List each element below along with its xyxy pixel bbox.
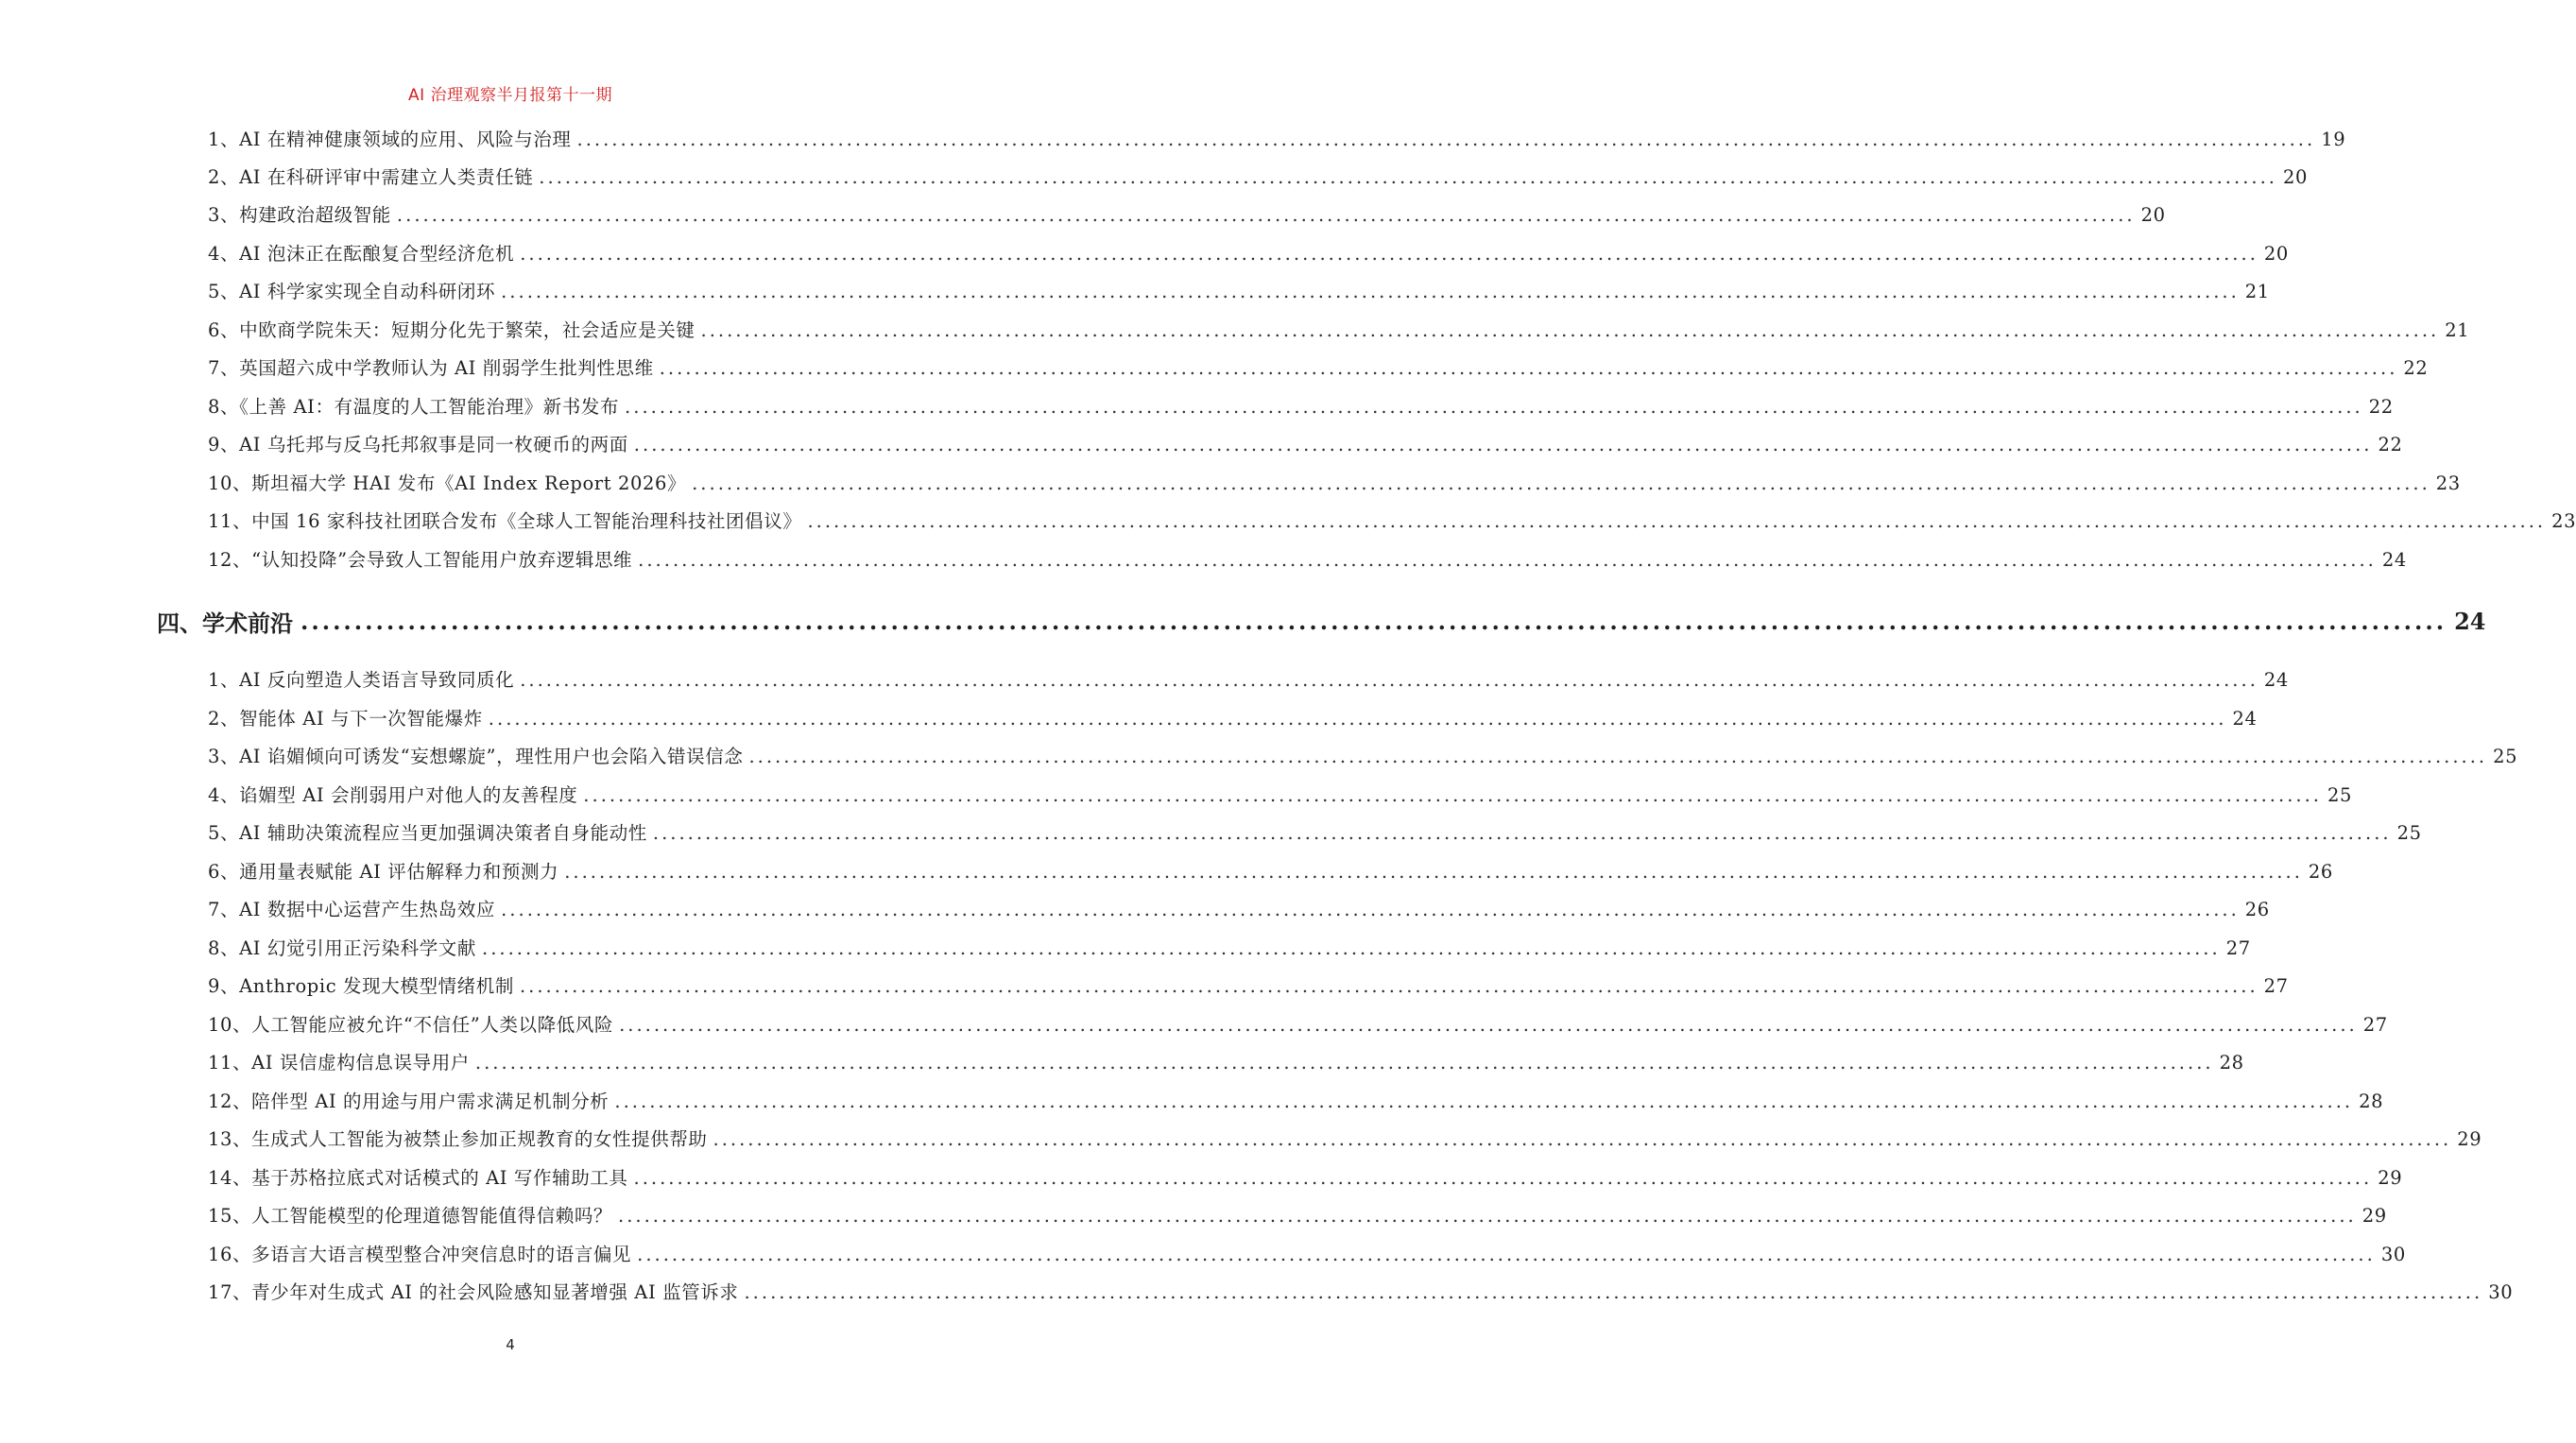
- toc-entry[interactable]: [208, 1006, 2388, 1044]
- toc-leader: ........................................................................................................................................................................................................: [564, 861, 2303, 883]
- toc-entry-title: 8、《上善 AI：有温度的人工智能治理》新书发布: [208, 396, 620, 418]
- toc-entry[interactable]: [208, 1197, 2387, 1235]
- toc-leader: ........................................................................................................................................................................................................: [482, 937, 2221, 959]
- toc-leader: ........................................................................................................................................................................................................: [700, 319, 2440, 341]
- toc-entry-page: 25: [2493, 746, 2518, 767]
- toc-entry[interactable]: [208, 777, 2353, 815]
- toc-leader: ........................................................................................................................................................................................................: [807, 510, 2547, 532]
- toc-entry-title: 1、AI 在精神健康领域的应用、风险与治理: [208, 129, 572, 150]
- toc-entry-title: 4、AI 泡沫正在酝酿复合型经济危机: [208, 243, 515, 265]
- toc-entry-title: 12、陪伴型 AI 的用途与用户需求满足机制分析: [208, 1091, 610, 1112]
- toc-entry-page: 26: [2244, 899, 2270, 920]
- toc-entry-title: 15、人工智能模型的伦理道德智能值得信赖吗？: [208, 1205, 613, 1227]
- page-number: 4: [506, 1336, 515, 1353]
- toc-entry-page: 24: [2232, 708, 2258, 730]
- toc-entry-page: 25: [2327, 784, 2353, 806]
- toc-entry-title: 11、AI 误信虚构信息误导用户: [208, 1052, 470, 1074]
- toc-entry-page: 21: [2244, 281, 2270, 302]
- toc-entry-page: 28: [2219, 1052, 2244, 1074]
- toc-entry[interactable]: [208, 1083, 2384, 1121]
- toc-entry-title: 8、AI 幻觉引用正污染科学文献: [208, 937, 476, 959]
- toc-entry-page: 23: [2435, 472, 2461, 494]
- toc-leader: ........................................................................................................................................................................................................: [583, 784, 2322, 806]
- toc-entry-title: 12、“认知投降”会导致人工智能用户放弃逻辑思维: [208, 549, 633, 571]
- toc-entry-title: 6、中欧商学院朱天：短期分化先于繁荣，社会适应是关键: [208, 319, 696, 341]
- toc-entry-title: 5、AI 辅助决策流程应当更加强调决策者自身能动性: [208, 822, 647, 844]
- toc-leader: ........................................................................................................................................................................................................: [713, 1128, 2452, 1150]
- toc-entry-title: 16、多语言大语言模型整合冲突信息时的语言偏见: [208, 1244, 632, 1265]
- toc-entry[interactable]: [208, 853, 2333, 891]
- toc-entry-page: 20: [2263, 243, 2289, 265]
- toc-entry[interactable]: [208, 426, 2403, 464]
- toc-leader: ........................................................................................................................................................................................................: [520, 669, 2258, 691]
- toc-leader: ........................................................................................................................................................................................................: [748, 746, 2488, 767]
- toc-entry-page: 20: [2140, 204, 2166, 226]
- toc-entry-title: 11、中国 16 家科技社团联合发布《全球人工智能治理科技社团倡议》: [208, 510, 802, 532]
- toc-leader: ........................................................................................................................................................................................................: [519, 975, 2258, 997]
- toc-entry-title: 17、青少年对生成式 AI 的社会风险感知显著增强 AI 监管诉求: [208, 1281, 739, 1303]
- toc-leader: ........................................................................................................................................................................................................: [659, 357, 2398, 379]
- section-title: 四、学术前沿: [157, 609, 293, 637]
- toc-entry-title: 1、AI 反向塑造人类语言导致同质化: [208, 669, 515, 691]
- section-page: 24: [2454, 607, 2486, 635]
- toc-entry[interactable]: [208, 121, 2346, 159]
- toc-entry[interactable]: [208, 388, 2394, 426]
- toc-entry[interactable]: [208, 1121, 2482, 1159]
- toc-entry-title: 10、斯坦福大学 HAI 发布《AI Index Report 2026》: [208, 472, 687, 494]
- toc-entry-title: 7、英国超六成中学教师认为 AI 削弱学生批判性思维: [208, 357, 654, 379]
- toc-entry-title: 6、通用量表赋能 AI 评估解释力和预测力: [208, 861, 559, 883]
- toc-entry-page: 25: [2396, 822, 2422, 844]
- toc-entry-page: 30: [2488, 1281, 2514, 1303]
- toc-entry-page: 29: [2361, 1205, 2387, 1227]
- toc-entry[interactable]: [208, 891, 2270, 929]
- toc-entry-title: 7、AI 数据中心运营产生热岛效应: [208, 899, 496, 920]
- toc-entry-page: 27: [2225, 937, 2251, 959]
- toc-entry-title: 4、谄媚型 AI 会削弱用户对他人的友善程度: [208, 784, 578, 806]
- toc-entry[interactable]: [208, 1160, 2403, 1197]
- toc-entry[interactable]: [208, 197, 2166, 234]
- toc-entry[interactable]: [208, 661, 2289, 699]
- toc-entry[interactable]: [208, 503, 2576, 541]
- toc-entry[interactable]: [208, 700, 2258, 738]
- toc-leader: ........................................................................................................................................................................................................: [501, 281, 2240, 302]
- toc-entry-page: 27: [2362, 1014, 2388, 1036]
- toc-entry-page: 22: [2403, 357, 2429, 379]
- toc-entry[interactable]: [208, 1236, 2406, 1274]
- toc-leader: ........................................................................................................................................................................................................: [539, 166, 2277, 188]
- toc-leader: ........................................................................................................................................................................................................: [474, 1052, 2214, 1074]
- toc-entry-title: 3、AI 谄媚倾向可诱发“妄想螺旋”，理性用户也会陷入错误信念: [208, 746, 744, 767]
- toc-entry-title: 5、AI 科学家实现全自动科研闭环: [208, 281, 496, 302]
- toc-entry[interactable]: [208, 312, 2470, 350]
- toc-leader: ........................................................................................................................................................................................................: [625, 396, 2363, 418]
- toc-leader: ........................................................................................................................................................................................................: [488, 708, 2227, 730]
- toc-entry-page: 24: [2263, 669, 2289, 691]
- toc-entry[interactable]: [208, 738, 2518, 776]
- toc-entry-page: 30: [2380, 1244, 2406, 1265]
- toc-leader: ........................................................................................................................................................................................................: [633, 434, 2373, 455]
- toc-leader: ........................................................................................................................................................................................................: [614, 1091, 2354, 1112]
- toc-entry[interactable]: [208, 1274, 2514, 1312]
- toc-entry-page: 22: [2378, 434, 2403, 455]
- toc-section-heading[interactable]: [157, 598, 2486, 644]
- toc-leader: ........................................................................................................................................................................................................: [501, 899, 2240, 920]
- toc-leader: ........................................................................................................................................................................................................: [301, 607, 2447, 635]
- toc-entry-title: 3、构建政治超级智能: [208, 204, 391, 226]
- toc-entry-title: 9、Anthropic 发现大模型情绪机制: [208, 975, 514, 997]
- toc-entry-title: 9、AI 乌托邦与反乌托邦叙事是同一枚硬币的两面: [208, 434, 628, 455]
- toc-leader: ........................................................................................................................................................................................................: [633, 1167, 2373, 1189]
- toc-leader: ........................................................................................................................................................................................................: [652, 822, 2392, 844]
- toc-leader: ........................................................................................................................................................................................................: [744, 1281, 2483, 1303]
- toc-entry[interactable]: [208, 273, 2270, 311]
- toc-entry[interactable]: [208, 1044, 2244, 1082]
- toc-entry[interactable]: [208, 541, 2407, 579]
- toc-entry-title: 13、生成式人工智能为被禁止参加正规教育的女性提供帮助: [208, 1128, 708, 1150]
- toc-entry[interactable]: [208, 465, 2461, 503]
- toc-leader: ........................................................................................................................................................................................................: [396, 204, 2136, 226]
- toc-entry-page: 29: [2378, 1167, 2403, 1189]
- toc-entry-page: 27: [2263, 975, 2289, 997]
- toc-entry[interactable]: [208, 930, 2251, 968]
- toc-entry-title: 14、基于苏格拉底式对话模式的 AI 写作辅助工具: [208, 1167, 628, 1189]
- toc-entry[interactable]: [208, 968, 2289, 1005]
- toc-entry-page: 21: [2445, 319, 2470, 341]
- toc-entry[interactable]: [208, 350, 2429, 387]
- toc-entry-page: 29: [2457, 1128, 2482, 1150]
- toc-entry-page: 19: [2321, 129, 2346, 150]
- toc-entry-page: 20: [2283, 166, 2309, 188]
- toc-leader: ........................................................................................................................................................................................................: [692, 472, 2430, 494]
- toc-entry-title: 10、人工智能应被允许“不信任”人类以降低风险: [208, 1014, 614, 1036]
- toc-entry-page: 26: [2308, 861, 2333, 883]
- toc-leader: ........................................................................................................................................................................................................: [619, 1014, 2358, 1036]
- toc-leader: ........................................................................................................................................................................................................: [576, 129, 2316, 150]
- running-header: AI 治理观察半月报第十一期: [407, 86, 613, 105]
- toc-leader: ........................................................................................................................................................................................................: [618, 1205, 2357, 1227]
- toc-entry-title: 2、智能体 AI 与下一次智能爆炸: [208, 708, 483, 730]
- toc-entry-title: 2、AI 在科研评审中需建立人类责任链: [208, 166, 534, 188]
- toc-entry-page: 22: [2368, 396, 2394, 418]
- toc-entry[interactable]: [208, 159, 2309, 197]
- toc-entry[interactable]: [208, 815, 2422, 852]
- toc-entry[interactable]: [208, 235, 2289, 273]
- toc-leader: ........................................................................................................................................................................................................: [638, 549, 2377, 571]
- toc-leader: ........................................................................................................................................................................................................: [520, 243, 2258, 265]
- toc-entry-page: 23: [2551, 510, 2576, 532]
- toc-leader: ........................................................................................................................................................................................................: [637, 1244, 2376, 1265]
- toc-entry-page: 28: [2359, 1091, 2384, 1112]
- toc-entry-page: 24: [2381, 549, 2407, 571]
